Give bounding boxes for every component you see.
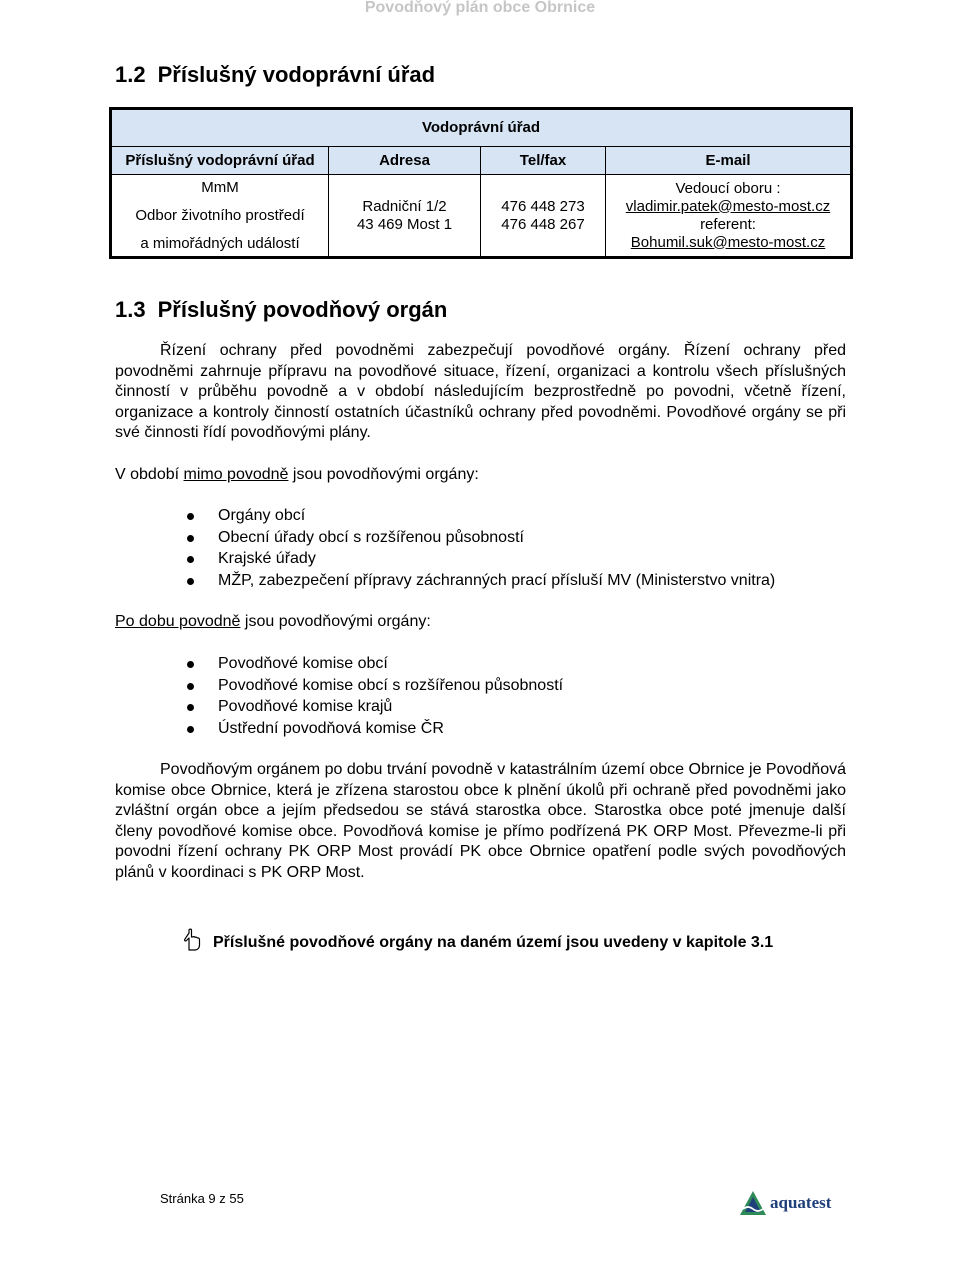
address-line: 43 469 Most 1 bbox=[356, 215, 453, 233]
list-item bbox=[115, 570, 775, 592]
section-1-3-heading bbox=[115, 297, 447, 323]
page-number: Stránka 9 z 55 bbox=[160, 1191, 244, 1206]
office-line: MmM bbox=[201, 178, 239, 196]
table-title: Vodoprávní úřad bbox=[111, 109, 852, 147]
office-cell bbox=[111, 175, 329, 258]
email-label: Vedoucí oboru : bbox=[675, 179, 781, 197]
list-item-text: Povodňové komise obcí s rozšířenou působností bbox=[218, 676, 564, 694]
column-header: E-mail bbox=[606, 147, 852, 175]
bullet-icon bbox=[187, 683, 194, 690]
paragraph-outside-flood bbox=[115, 465, 846, 486]
list-item-text: Obecní úřady obcí s rozšířenou působností bbox=[218, 528, 524, 546]
office-line: Odbor životního prostředí bbox=[135, 206, 305, 224]
phone-cell bbox=[481, 175, 606, 258]
phone-line: 476 448 273 bbox=[501, 197, 585, 215]
list-item-text: Krajské úřady bbox=[218, 550, 316, 568]
section-number: 1.2 bbox=[115, 62, 146, 87]
section-title: Příslušný povodňový orgán bbox=[157, 297, 448, 322]
list-item-text: Povodňové komise krajů bbox=[218, 698, 393, 716]
email-link[interactable]: vladimir.patek@mesto-most.cz bbox=[625, 197, 831, 215]
paragraph-obrnice-commission: Povodňovým orgánem po dobu trvání povodně v katastrálním území obce Obrnice je Povodňová komise obce Obrnice, která je zřízena starostou obce k plnění úkolů při ochraně před povodněmi jako zvláštní orgán obce a jejím předsedou se stává starostka obce. Starostka obce poté jmenuje další členy povodňové komise obce. Povodňová komise je přímo podřízená PK ORP Most. Převezme-li při povodni řízení ochrany PK ORP Most provádí PK obce Obrnice opatření podle svých povodňových plánů v koordinaci s PK ORP Most. bbox=[115, 761, 846, 881]
bullet-icon bbox=[187, 661, 194, 668]
paragraph-flood-authorities: Řízení ochrany před povodněmi zabezpečují povodňové orgány. Řízení ochrany před povodněmi zahrnuje přípravu na povodňové situace, řízení, organizaci a kontrolu všech příslušných činností v průběhu povodně a v období následujícím bezprostředně po povodni, včetně řízení, organizace a kontroly činností ostatních účastníků ochrany před povodněmi. Povodňové orgány se při své činnosti řídí povodňovými plány. bbox=[115, 342, 846, 441]
list-item-text: Ústřední povodňová komise ČR bbox=[218, 719, 444, 737]
text-run: V období bbox=[115, 466, 184, 483]
list-item bbox=[115, 696, 563, 718]
list-outside-flood bbox=[115, 505, 775, 591]
list-item bbox=[115, 675, 563, 697]
email-label: referent: bbox=[700, 215, 756, 233]
bullet-icon bbox=[187, 513, 194, 520]
aquatest-logo bbox=[739, 1190, 831, 1216]
list-during-flood bbox=[115, 653, 563, 739]
chapter-reference-note bbox=[183, 928, 773, 957]
water-authority-table bbox=[109, 107, 853, 259]
table-row bbox=[111, 175, 852, 258]
address-line: Radniční 1/2 bbox=[362, 197, 447, 215]
text-run: jsou povodňovými orgány: bbox=[288, 466, 479, 483]
list-item-text: Povodňové komise obcí bbox=[218, 655, 388, 672]
bullet-icon bbox=[187, 578, 194, 585]
column-header: Tel/fax bbox=[481, 147, 606, 175]
underlined-term: Po dobu povodně bbox=[115, 613, 241, 630]
bullet-icon bbox=[187, 535, 194, 542]
list-item bbox=[115, 718, 563, 740]
address-cell bbox=[329, 175, 481, 258]
bullet-icon bbox=[187, 704, 194, 711]
text-run: jsou povodňovými orgány: bbox=[240, 613, 431, 630]
list-item bbox=[115, 653, 563, 675]
column-header: Adresa bbox=[329, 147, 481, 175]
section-number: 1.3 bbox=[115, 297, 146, 322]
list-item bbox=[115, 527, 775, 549]
email-cell bbox=[606, 175, 852, 258]
section-1-2-heading bbox=[115, 62, 435, 88]
pointing-hand-icon bbox=[183, 928, 201, 957]
underlined-term: mimo povodně bbox=[183, 466, 289, 483]
email-link[interactable]: Bohumil.suk@mesto-most.cz bbox=[630, 233, 826, 251]
running-header: Povodňový plán obce Obrnice bbox=[364, 0, 596, 16]
bullet-icon bbox=[187, 726, 194, 733]
list-item bbox=[115, 548, 775, 570]
logo-text: aquatest bbox=[770, 1193, 832, 1212]
paragraph-during-flood bbox=[115, 612, 846, 633]
note-text: Příslušné povodňové orgány na daném území jsou uvedeny v kapitole 3.1 bbox=[213, 933, 774, 951]
column-header: Příslušný vodoprávní úřad bbox=[111, 147, 329, 175]
phone-line: 476 448 267 bbox=[501, 215, 585, 233]
list-item bbox=[115, 505, 775, 527]
section-title: Příslušný vodoprávní úřad bbox=[157, 62, 436, 87]
aquatest-logo-icon bbox=[739, 1190, 767, 1216]
list-item-text: MŽP, zabezpečení přípravy záchranných prací přísluší MV (Ministerstvo vnitra) bbox=[218, 571, 776, 589]
office-line: a mimořádných událostí bbox=[140, 234, 300, 252]
list-item-text: Orgány obcí bbox=[218, 507, 306, 524]
bullet-icon bbox=[187, 556, 194, 563]
